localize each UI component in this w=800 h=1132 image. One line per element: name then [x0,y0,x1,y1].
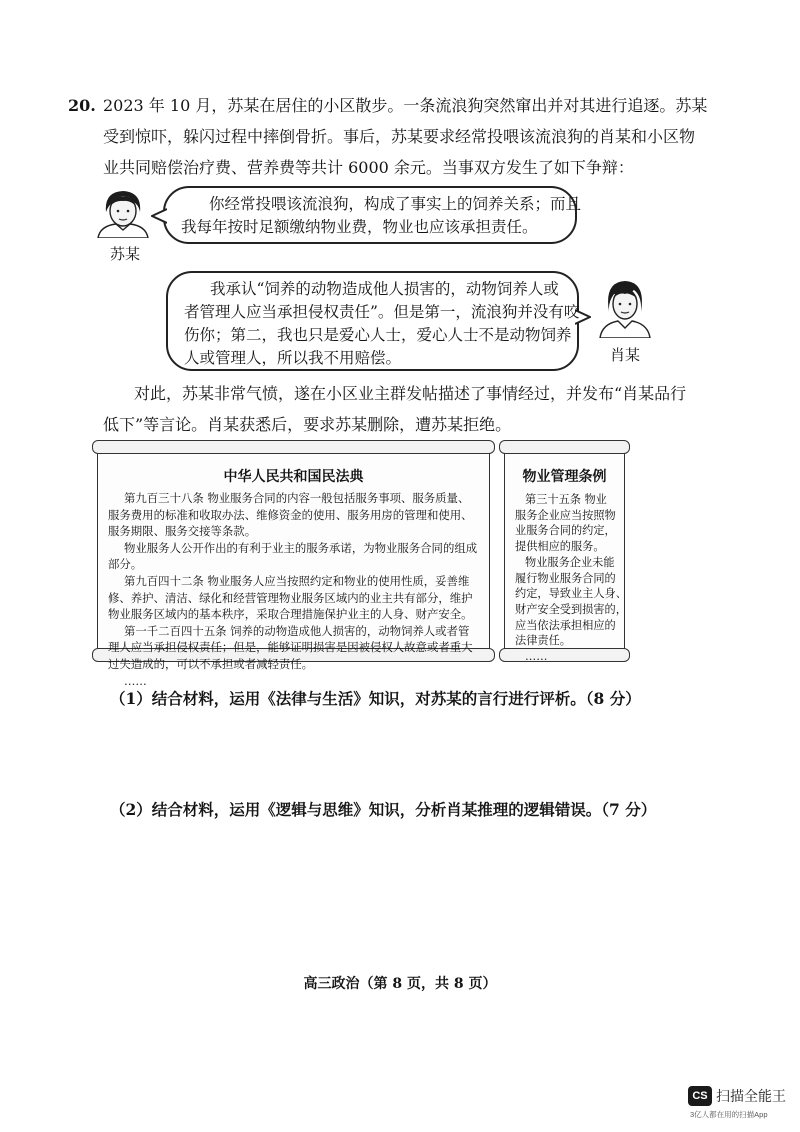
camscanner-name: 扫描全能王 [716,1088,786,1104]
xiao-name: 肖某 [610,346,641,364]
reg-line: 约定，导致业主人身、 [515,587,627,601]
law-line: 过失造成的，可以不承担或者减轻责任。 [108,656,314,671]
bubble-tail-icon [151,208,167,224]
reg-line: 履行物业服务合同的 [515,571,616,585]
law-line: …… [124,673,147,688]
law-line: 物业服务区域内的基本秩序，采取合理措施保护业主的人身、财产安全。 [108,607,473,622]
property-regulation-scroll [504,447,627,664]
xiao-speech-bubble [166,271,579,371]
xiao-speech-line-3: 伤你；第二，我也只是爱心人士，爱心人士不是动物饲养 [184,326,572,344]
sub-question-2: （2）结合材料，运用《逻辑与思维》知识，分析肖某推理的逻辑错误。（7 分） [110,800,657,819]
law-line: 第一千二百四十五条 饲养的动物造成他人损害的，动物饲养人或者管 [124,623,470,638]
reg-line: 服务企业应当按照物 [515,508,616,522]
intro-line-1: 2023 年 10 月，苏某在居住的小区散步。一条流浪狗突然窜出并对其进行追逐。苏某 [103,96,708,115]
xiao-speech-line-4: 人或管理人，所以我不用赔偿。 [184,349,402,367]
law-line: 服务期限、服务交接等条款。 [108,524,257,539]
reg-line: …… [525,650,548,664]
reg-line: 提供相应的服务。 [515,540,605,554]
reg-line: 应当依法承担相应的 [515,618,616,632]
law-line: 部分。 [108,557,143,572]
su-avatar-icon [92,186,154,238]
law-line: 第九百四十二条 物业服务人应当按照约定和物业的使用性质，妥善维 [124,573,470,588]
xiao-avatar-icon [594,276,656,338]
law-line: 第九百三十八条 物业服务合同的内容一般包括服务事项、服务质量、 [124,491,470,505]
property-regulation-title: 物业管理条例 [522,469,607,485]
law-line: 理人应当承担侵权责任；但是，能够证明损害是因被侵权人故意或者重大 [108,640,473,655]
property-regulation-text [515,492,627,665]
xiao-speech-line-1: 我承认“饲养的动物造成他人损害的，动物饲养人或 [210,280,559,298]
camscanner-logo-icon: CS [688,1086,712,1106]
camscanner-tagline: 3亿人都在用的扫描App [690,1110,768,1119]
su-name: 苏某 [110,245,141,263]
law-line: 服务费用的标准和收取办法、维修资金的使用、服务用房的管理和使用、 [108,507,473,522]
after-line-2: 低下”等言论。肖某获悉后，要求苏某删除，遭苏某拒绝。 [103,415,512,434]
scroll-roll-top [92,440,495,454]
law-line: 修、养护、清洁、绿化和经营管理物业服务区域内的业主共有部分，维护 [108,590,473,605]
intro-line-2: 受到惊吓，躲闪过程中摔倒骨折。事后，苏某要求经常投喂该流浪狗的肖某和小区物 [103,127,696,146]
su-speech-bubble [163,186,582,244]
reg-line: 财产安全受到损害的， [515,602,627,616]
su-speech-line-2: 我每年按时足额缴纳物业费，物业也应该承担责任。 [181,218,538,236]
civil-code-scroll [97,447,490,688]
question-number: 20. [68,96,96,115]
reg-line: 法律责任。 [515,634,571,648]
reg-line: 第三十五条 物业 [525,493,607,506]
sub-question-1: （1）结合材料，运用《法律与生活》知识，对苏某的言行进行评析。（8 分） [110,689,641,708]
xiao-speech-line-2: 者管理人应当承担侵权责任”。但是第一，流浪狗并没有咬 [184,303,580,321]
after-line-1: 对此，苏某非常气愤，遂在小区业主群发帖描述了事情经过，并发布“肖某品行 [134,384,687,403]
civil-code-title: 中华人民共和国民法典 [223,469,364,485]
law-line: 物业服务人公开作出的有利于业主的服务承诺，为物业服务合同的组成 [124,540,478,555]
scroll-roll-top [499,440,630,454]
intro-line-3: 业共同赔偿治疗费、营养费等共计 6000 余元。当事双方发生了如下争辩： [103,158,634,177]
reg-line: 物业服务企业未能 [525,555,615,569]
su-speech-line-1: 你经常投喂该流浪狗，构成了事实上的饲养关系；而且 [209,195,582,213]
page-footer: 高三政治（第 8 页，共 8 页） [303,976,497,992]
civil-code-text [108,490,477,689]
reg-line: 业服务合同的约定， [515,524,616,538]
